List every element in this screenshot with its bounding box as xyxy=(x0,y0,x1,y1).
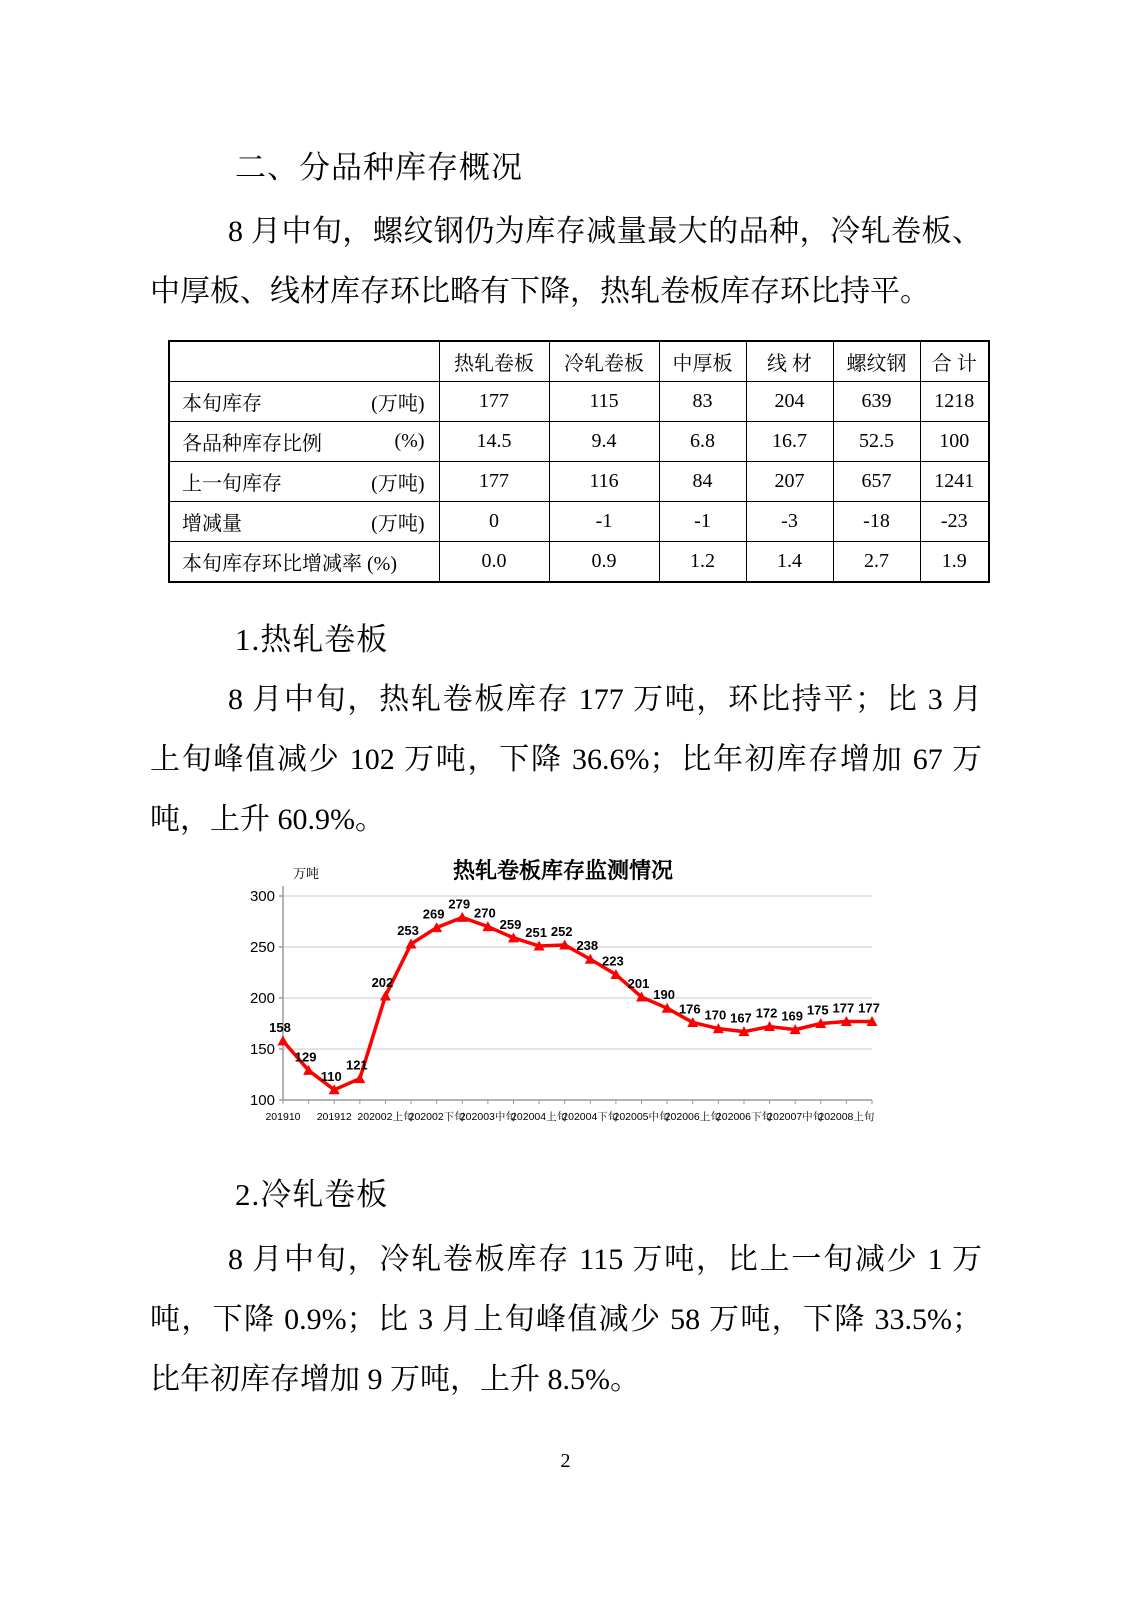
data-label: 170 xyxy=(704,1007,727,1023)
y-tick-label: 100 xyxy=(249,1092,275,1109)
value-cell: 639 xyxy=(833,382,920,422)
value-cell: 0.9 xyxy=(549,542,659,583)
x-tick-label: 201910 xyxy=(265,1111,301,1123)
y-tick-label: 200 xyxy=(249,990,275,1007)
value-cell: 116 xyxy=(549,462,659,502)
data-point-marker xyxy=(457,912,468,922)
value-cell: 16.7 xyxy=(746,422,833,462)
data-label: 202 xyxy=(371,974,394,990)
value-cell: 1218 xyxy=(920,382,989,422)
data-label: 259 xyxy=(499,916,522,932)
x-tick-label: 202006上旬 xyxy=(664,1111,721,1123)
data-point-marker xyxy=(278,1035,289,1045)
table-header-row xyxy=(169,341,989,382)
value-cell: 84 xyxy=(659,462,746,502)
inventory-chart xyxy=(245,838,885,1138)
row-label: 本旬库存环比增减率 (%) xyxy=(182,553,397,575)
value-cell: 657 xyxy=(833,462,920,502)
value-cell: 100 xyxy=(920,422,989,462)
x-tick-label: 202002下旬 xyxy=(408,1111,465,1123)
table-row xyxy=(169,382,989,422)
inventory-table-wrap xyxy=(168,340,990,583)
value-cell: -1 xyxy=(549,502,659,542)
inventory-table xyxy=(168,340,990,583)
data-label: 223 xyxy=(602,953,624,969)
data-label: 175 xyxy=(806,1002,829,1018)
data-label: 121 xyxy=(345,1057,368,1073)
column-header: 螺纹钢 xyxy=(833,341,920,382)
value-cell: 6.8 xyxy=(659,422,746,462)
data-label: 167 xyxy=(730,1010,752,1026)
value-cell: 52.5 xyxy=(833,422,920,462)
column-header: 中厚板 xyxy=(659,341,746,382)
text-line: 8 月中旬，热轧卷板库存 177 万吨，环比持平；比 3 月 xyxy=(228,683,982,716)
column-header: 冷轧卷板 xyxy=(549,341,659,382)
x-tick-label: 202008上旬 xyxy=(818,1111,875,1123)
section-heading-cold-rolled: 2.冷轧卷板 xyxy=(235,1177,389,1212)
text-line: 8 月中旬，螺纹钢仍为库存减量最大的品种，冷轧卷板、 xyxy=(228,215,982,248)
x-tick-label: 202003中旬 xyxy=(459,1111,516,1123)
value-cell: 177 xyxy=(439,382,549,422)
row-label-cell xyxy=(169,382,439,422)
row-label-cell xyxy=(169,462,439,502)
cold-rolled-paragraph xyxy=(150,1230,982,1410)
value-cell: -18 xyxy=(833,502,920,542)
section-heading-hot-rolled: 1.热轧卷板 xyxy=(235,622,389,657)
x-tick-label: 202005中旬 xyxy=(613,1111,670,1123)
data-label: 169 xyxy=(781,1008,804,1024)
row-unit: (万吨) xyxy=(371,393,425,415)
value-cell: 204 xyxy=(746,382,833,422)
row-label: 增减量 xyxy=(182,513,242,535)
x-tick-label: 202006下旬 xyxy=(715,1111,772,1123)
data-label: 158 xyxy=(269,1019,291,1035)
row-label: 各品种库存比例 xyxy=(182,433,322,455)
page-number: 2 xyxy=(560,1450,571,1472)
header-blank-cell xyxy=(169,341,439,382)
section-heading-overview: 二、分品种库存概况 xyxy=(235,150,523,185)
chart-title: 热轧卷板库存监测情况 xyxy=(452,858,674,883)
data-label: 110 xyxy=(320,1068,342,1084)
data-label: 253 xyxy=(397,922,419,938)
data-label: 279 xyxy=(448,896,471,912)
value-cell: 0.0 xyxy=(439,542,549,583)
value-cell: 1.2 xyxy=(659,542,746,583)
text-line: 8 月中旬，冷轧卷板库存 115 万吨，比上一旬减少 1 万 xyxy=(228,1243,982,1276)
value-cell: 14.5 xyxy=(439,422,549,462)
text-line: 吨，上升 60.9%。 xyxy=(150,803,385,836)
y-tick-label: 250 xyxy=(249,939,275,956)
data-label: 252 xyxy=(550,923,573,939)
table-row xyxy=(169,542,989,583)
text-line: 比年初库存增加 9 万吨，上升 8.5%。 xyxy=(150,1363,640,1396)
intro-paragraph xyxy=(150,202,982,322)
hot-rolled-paragraph xyxy=(150,670,982,850)
value-cell: -1 xyxy=(659,502,746,542)
data-label: 177 xyxy=(832,1000,855,1016)
data-label: 190 xyxy=(653,987,675,1003)
column-header: 线 材 xyxy=(746,341,833,382)
data-label: 251 xyxy=(525,924,547,940)
table-row xyxy=(169,502,989,542)
value-cell: -3 xyxy=(746,502,833,542)
data-label: 269 xyxy=(422,906,445,922)
value-cell: 177 xyxy=(439,462,549,502)
table-row xyxy=(169,422,989,462)
value-cell: 83 xyxy=(659,382,746,422)
value-cell: 1.9 xyxy=(920,542,989,583)
text-line: 中厚板、线材库存环比略有下降，热轧卷板库存环比持平。 xyxy=(150,275,930,308)
row-unit: (万吨) xyxy=(371,473,425,495)
text-line: 上旬峰值减少 102 万吨，下降 36.6%；比年初库存增加 67 万 xyxy=(150,743,982,776)
chart-unit-label: 万吨 xyxy=(293,866,320,881)
value-cell: 1.4 xyxy=(746,542,833,583)
row-label-cell xyxy=(169,542,439,583)
value-cell: 2.7 xyxy=(833,542,920,583)
row-label-cell xyxy=(169,422,439,462)
text-line: 吨，下降 0.9%；比 3 月上旬峰值减少 58 万吨，下降 33.5%； xyxy=(150,1303,982,1336)
column-header: 热轧卷板 xyxy=(439,341,549,382)
x-tick-label: 202004上旬 xyxy=(511,1111,568,1123)
value-cell: 115 xyxy=(549,382,659,422)
row-unit: (%) xyxy=(394,430,425,452)
row-unit: (万吨) xyxy=(371,513,425,535)
data-label: 201 xyxy=(627,975,650,991)
x-tick-label: 202002上旬 xyxy=(357,1111,414,1123)
data-label: 270 xyxy=(474,905,496,921)
table-row xyxy=(169,462,989,502)
column-header: 合 计 xyxy=(920,341,989,382)
data-label: 176 xyxy=(678,1001,701,1017)
data-label: 129 xyxy=(294,1049,317,1065)
value-cell: -23 xyxy=(920,502,989,542)
value-cell: 1241 xyxy=(920,462,989,502)
y-tick-label: 150 xyxy=(249,1041,275,1058)
x-tick-label: 202004下旬 xyxy=(562,1111,619,1123)
x-tick-label: 202007中旬 xyxy=(767,1111,824,1123)
row-label: 上一旬库存 xyxy=(182,473,282,495)
line-chart-svg xyxy=(245,838,885,1138)
value-cell: 207 xyxy=(746,462,833,502)
data-point-marker xyxy=(354,1073,365,1083)
x-tick-label: 201912 xyxy=(316,1111,352,1123)
data-label: 238 xyxy=(576,938,599,954)
y-tick-label: 300 xyxy=(249,888,275,905)
row-label-cell xyxy=(169,502,439,542)
value-cell: 0 xyxy=(439,502,549,542)
value-cell: 9.4 xyxy=(549,422,659,462)
data-label: 177 xyxy=(858,1000,880,1016)
row-label: 本旬库存 xyxy=(182,393,262,415)
data-label: 172 xyxy=(755,1005,778,1021)
